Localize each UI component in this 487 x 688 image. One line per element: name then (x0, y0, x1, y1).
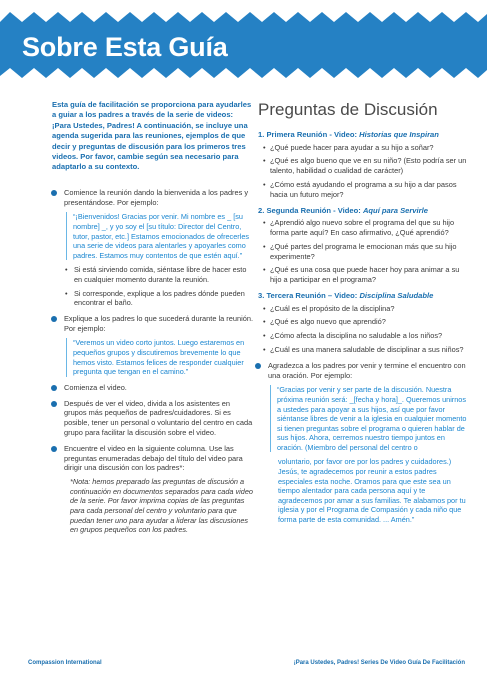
welcome-quote: “¡Bienvenidos! Gracias por venir. Mi nombre es _ [su nombre] _, y yo soy el [su título: Director del Centro, tutor, pastor, etc.] Estamos emocionados de ofrecerles una serie de videos para alentarles y apoyarles como padres. Estamos muy contentos de que estén aquí.” (66, 212, 254, 260)
closing-list (256, 361, 468, 525)
bullet-dot-icon (51, 446, 57, 452)
question-list (256, 304, 468, 355)
question-item: • ¿Qué es algo nuevo que aprendió? (256, 317, 468, 327)
question-item: • ¿Cómo está ayudando el programa a su hijo a dar pasos hacia un futuro mejor? (256, 180, 468, 200)
bullet-dot-icon (51, 190, 57, 196)
agenda-item (52, 399, 254, 438)
footer-organization: Compassion International (28, 660, 102, 666)
explain-quote: “Veremos un video corto juntos. Luego estaremos en pequeños grupos y discutiremos brevemente lo que hemos visto. Estamos felices de responder cualquier pregunta que tengan en el camino.” (66, 338, 254, 376)
agenda-list (52, 188, 254, 535)
question-item: • ¿Cuál es el propósito de la disciplina? (256, 304, 468, 314)
meeting-heading (258, 130, 468, 140)
question-item: • ¿Qué es una cosa que puede hacer hoy para animar a su hijo a participar en el programa? (256, 265, 468, 285)
agenda-item (52, 383, 254, 393)
right-column (256, 100, 468, 531)
closing-quote-continued: voluntario, por favor ore por los padres y cuidadores.) Jesús, te agradecemos por reunir a estos padres especiales esta noche. Oramos para que este sea un tiempo alentador para cada persona aquí y te agradecemos por amar a sus familias. Te alabamos por tu iglesia y por el Programa de Compasión y cada niño que forma parte de esta comunidad. ... Amén.” (278, 457, 466, 525)
video-title: Disciplina Saludable (359, 290, 434, 300)
question-item: • ¿Qué puede hacer para ayudar a su hijo a soñar? (256, 143, 468, 153)
bullet-dot-icon (51, 316, 57, 322)
question-list (256, 143, 468, 200)
agenda-item-text: Explique a los padres lo que sucederá durante la reunión. Por ejemplo: (64, 313, 253, 333)
meeting-heading (258, 206, 468, 216)
discussion-title: Preguntas de Discusión (258, 100, 438, 119)
footer-series-title: ¡Para Ustedes, Padres! Series De Video Guía De Facilitación (293, 660, 465, 666)
question-item: • ¿Cuál es una manera saludable de disciplinar a sus niños? (256, 345, 468, 355)
agenda-item-text: Comience la reunión dando la bienvenida a los padres y presentándose. Por ejemplo: (64, 187, 249, 207)
question-list (256, 218, 468, 285)
meeting-label: 3. Tercera Reunión – Video: (258, 290, 358, 300)
sub-list (64, 265, 254, 307)
bullet-dot-icon (51, 401, 57, 407)
sub-item: • Si está sirviendo comida, siéntase libre de hacer esto en cualquier momento durante la reunión. (64, 265, 254, 284)
intro-paragraph: Esta guía de facilitación se proporciona para ayudarles a guiar a los padres a través de la serie de videos: ¡Para Ustedes, Padres! A continuación, se incluye una agenda sugerida para las reuniones, ejemplos de que decir y preguntas de discusión para los primeros tres videos. Por favor, cambie según sea necesario para adaptarlo a su contexto. (52, 100, 252, 172)
meeting-label: 2. Segunda Reunión - Video: (258, 205, 361, 215)
agenda-item (52, 188, 254, 308)
question-item: • ¿Cómo afecta la disciplina no saludable a los niños? (256, 331, 468, 341)
closing-item (256, 361, 468, 525)
agenda-item-text: Después de ver el video, divida a los asistentes en grupos más pequeños de padres/cuidadores. Si es posible, tener un personal o voluntario del centro en cada grupo para facilitar la discusión sobre el video. (64, 398, 253, 437)
agenda-item-text: Comienza el video. (64, 382, 127, 392)
agenda-item (52, 314, 254, 377)
video-title: Historias que Inspiran (359, 130, 439, 139)
agenda-item (52, 444, 254, 535)
note-text: *Nota: hemos preparado las preguntas de discusión a continuación en documentos separados para cada video de la serie. Por favor imprima copias de las preguntas para cada personal del centro y voluntario para que puedan tener uno para ayudar a liderar las discusiones en grupos pequeños con los padres. (70, 477, 253, 535)
meeting-label: 1. Primera Reunión - Video: (258, 130, 358, 139)
question-item: • ¿Qué es algo bueno que ve en su niño? (Esto podría ser un talento, habilidad o cualidad de carácter) (256, 156, 468, 176)
video-title: Aquí para Servirle (362, 205, 428, 215)
bullet-dot-icon (51, 385, 57, 391)
left-column (52, 100, 254, 541)
meeting-heading (258, 291, 468, 301)
agenda-item-text: Encuentre el video en la siguiente columna. Use las preguntas enumeradas debajo del título del video para dirigir una discusión con los padres*: (64, 443, 243, 473)
page-title: Sobre Esta Guía (22, 32, 228, 62)
sub-item: • Si corresponde, explique a los padres dónde pueden encontrar el baño. (64, 289, 254, 308)
closing-text: Agradezca a los padres por venir y termine el encuentro con una oración. Por ejemplo: (268, 360, 466, 380)
question-item: • ¿Aprendió algo nuevo sobre el programa del que su hijo forma parte aquí? En caso afirmativo, ¿Qué aprendió? (256, 218, 468, 238)
question-item: • ¿Qué partes del programa le emocionan más que su hijo experimente? (256, 242, 468, 262)
closing-quote: “Gracias por venir y ser parte de la discusión. Nuestra próxima reunión será: _[fecha y hora]_. Queremos unirnos a ustedes para apoyar a sus hijos, así que por favor siéntanse libres de venir a la iglesia en cualquier momento si tienen preguntas sobre el programa o quieren hablar de sus hijos. Ahora, cerremos nuestro tiempo juntos en oración. (Miembro del personal del centro o (270, 385, 468, 452)
header-band (0, 0, 487, 80)
bullet-dot-icon (255, 363, 261, 369)
